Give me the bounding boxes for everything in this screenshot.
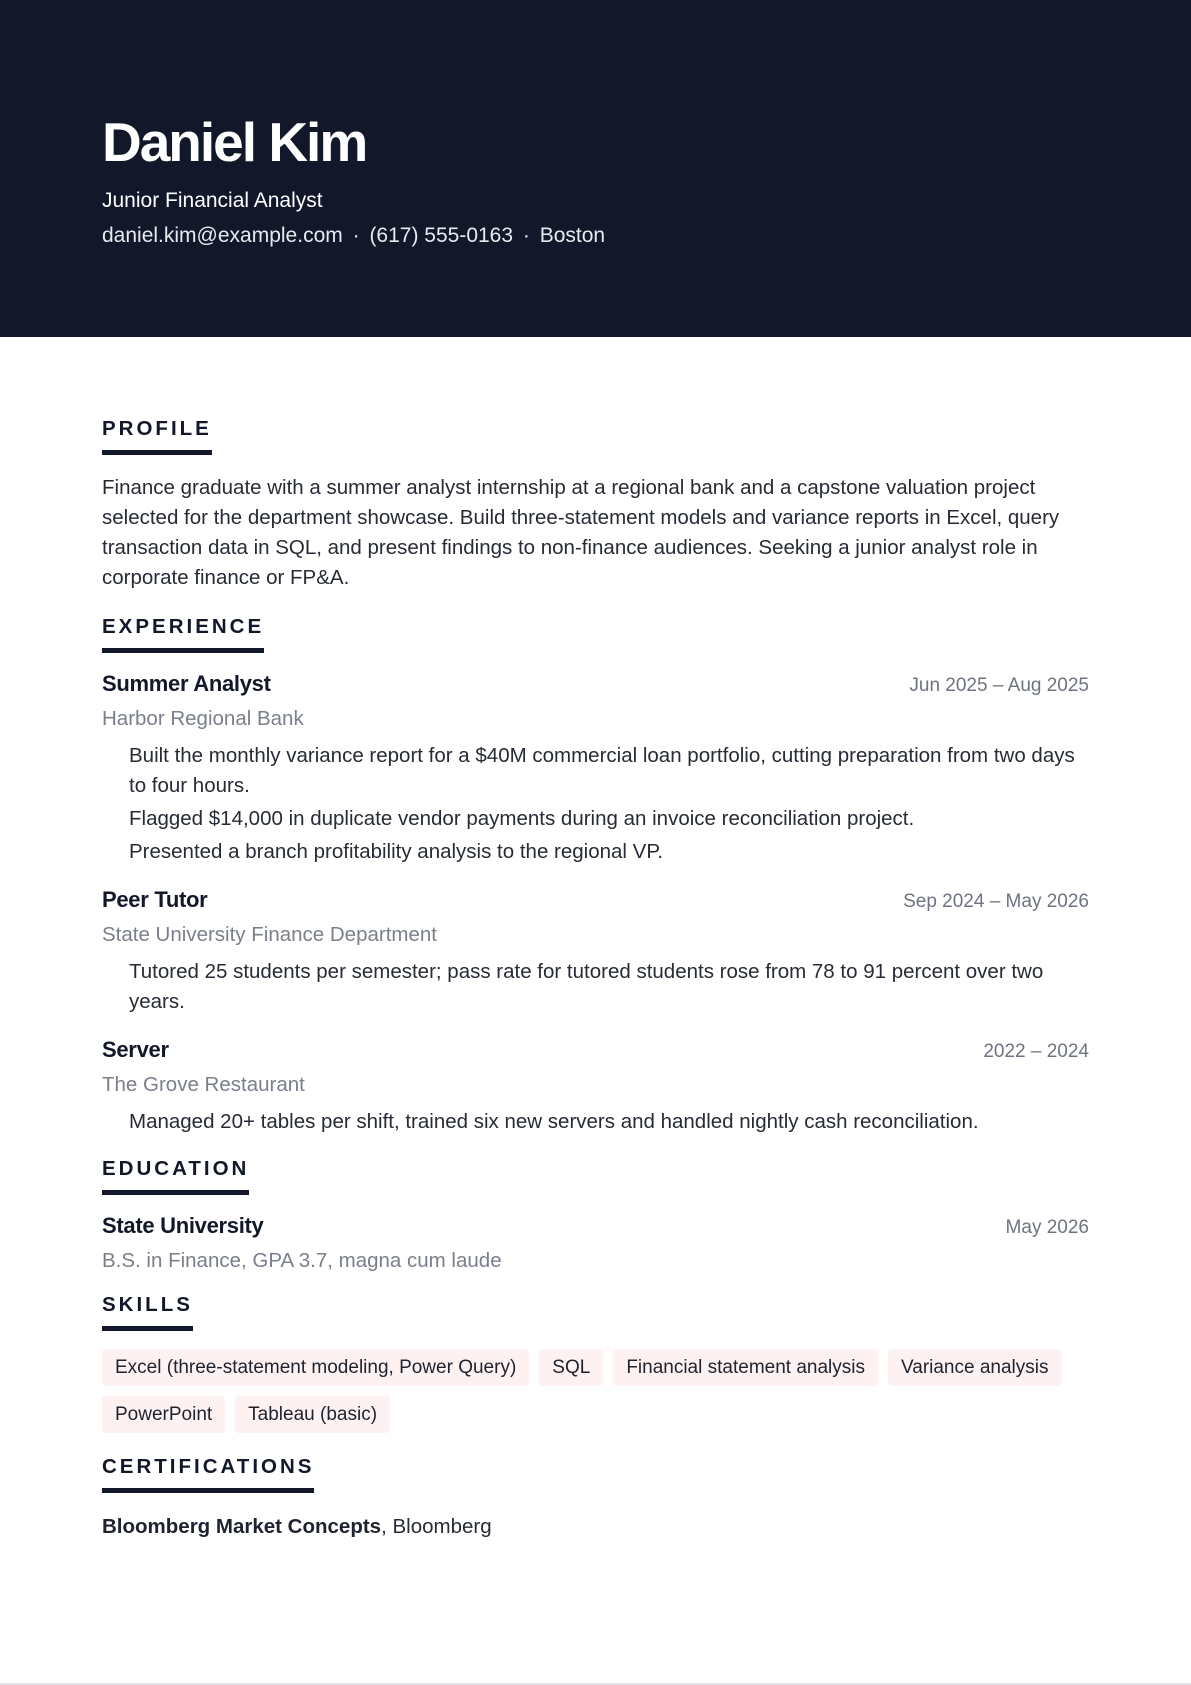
job-dates: Jun 2025 – Aug 2025: [909, 675, 1089, 696]
achievement-item: Tutored 25 students per semester; pass rate for tutored students rose from 78 to 91 percent over two years.: [129, 960, 1044, 1013]
section-heading-certifications: CERTIFICATIONS: [102, 1455, 314, 1493]
education-entry: [102, 1213, 1089, 1273]
employer-name: The Grove Restaurant: [102, 1073, 305, 1096]
skill-chip: SQL: [539, 1349, 603, 1386]
certification-item: [102, 1515, 1089, 1539]
phone-number: (617) 555-0163: [369, 224, 514, 247]
employer-name: Harbor Regional Bank: [102, 707, 304, 730]
school-name: State University: [102, 1213, 264, 1238]
achievement-list: [102, 957, 1089, 1017]
achievement-item: Flagged $14,000 in duplicate vendor payments during an invoice reconciliation project.: [129, 807, 915, 830]
resume-header: [0, 0, 1191, 337]
section-heading-education: EDUCATION: [102, 1157, 249, 1195]
experience-entry: [102, 1037, 1089, 1137]
section-heading-profile: PROFILE: [102, 417, 212, 455]
email-address: daniel.kim@example.com: [102, 224, 343, 247]
skills-section: [102, 1293, 1089, 1433]
achievement-item: Presented a branch profitability analysis to the regional VP.: [129, 840, 664, 863]
skill-chip: Variance analysis: [888, 1349, 1062, 1386]
section-heading-experience: EXPERIENCE: [102, 615, 264, 653]
education-section: [102, 1157, 1089, 1273]
skill-chip: Tableau (basic): [235, 1396, 390, 1433]
experience-entry: [102, 887, 1089, 1017]
job-role: Peer Tutor: [102, 887, 208, 912]
achievement-item: Built the monthly variance report for a $40M commercial loan portfolio, cutting preparation from two days to four hours.: [129, 744, 1075, 797]
job-title: Junior Financial Analyst: [102, 189, 323, 212]
job-dates: 2022 – 2024: [983, 1041, 1089, 1062]
certification-name: Bloomberg Market Concepts: [102, 1515, 382, 1538]
achievement-item: Managed 20+ tables per shift, trained six new servers and handled nightly cash reconciliation.: [129, 1110, 979, 1133]
skill-chip: PowerPoint: [102, 1396, 225, 1433]
contact-separator: ·: [352, 224, 360, 247]
graduation-date: May 2026: [1005, 1217, 1089, 1238]
skill-chip: Excel (three-statement modeling, Power Query): [102, 1349, 529, 1386]
job-role: Server: [102, 1037, 169, 1062]
candidate-name: Daniel Kim: [102, 111, 367, 173]
profile-section: [102, 417, 1089, 593]
degree-details: B.S. in Finance, GPA 3.7, magna cum laude: [102, 1249, 502, 1272]
section-heading-skills: SKILLS: [102, 1293, 193, 1331]
contact-line: [102, 223, 1089, 249]
job-role: Summer Analyst: [102, 671, 271, 696]
experience-entry: [102, 671, 1089, 867]
profile-summary: Finance graduate with a summer analyst internship at a regional bank and a capstone valuation project selected for the department showcase. Build three-statement models and variance reports in Excel, query transaction data in SQL, and present findings to non-finance audiences. Seeking a junior analyst role in corporate finance or FP&A.: [102, 476, 1060, 589]
city: Boston: [539, 224, 606, 247]
skill-chip: Financial statement analysis: [613, 1349, 878, 1386]
achievement-list: [102, 741, 1089, 867]
job-dates: Sep 2024 – May 2026: [903, 891, 1089, 912]
skills-list: [102, 1349, 1102, 1433]
contact-separator: ·: [522, 224, 530, 247]
certification-issuer: , Bloomberg: [381, 1515, 492, 1538]
certifications-section: [102, 1455, 1089, 1539]
achievement-list: [102, 1107, 1089, 1137]
resume-body: [0, 337, 1191, 1539]
experience-section: [102, 615, 1089, 1137]
employer-name: State University Finance Department: [102, 923, 437, 946]
